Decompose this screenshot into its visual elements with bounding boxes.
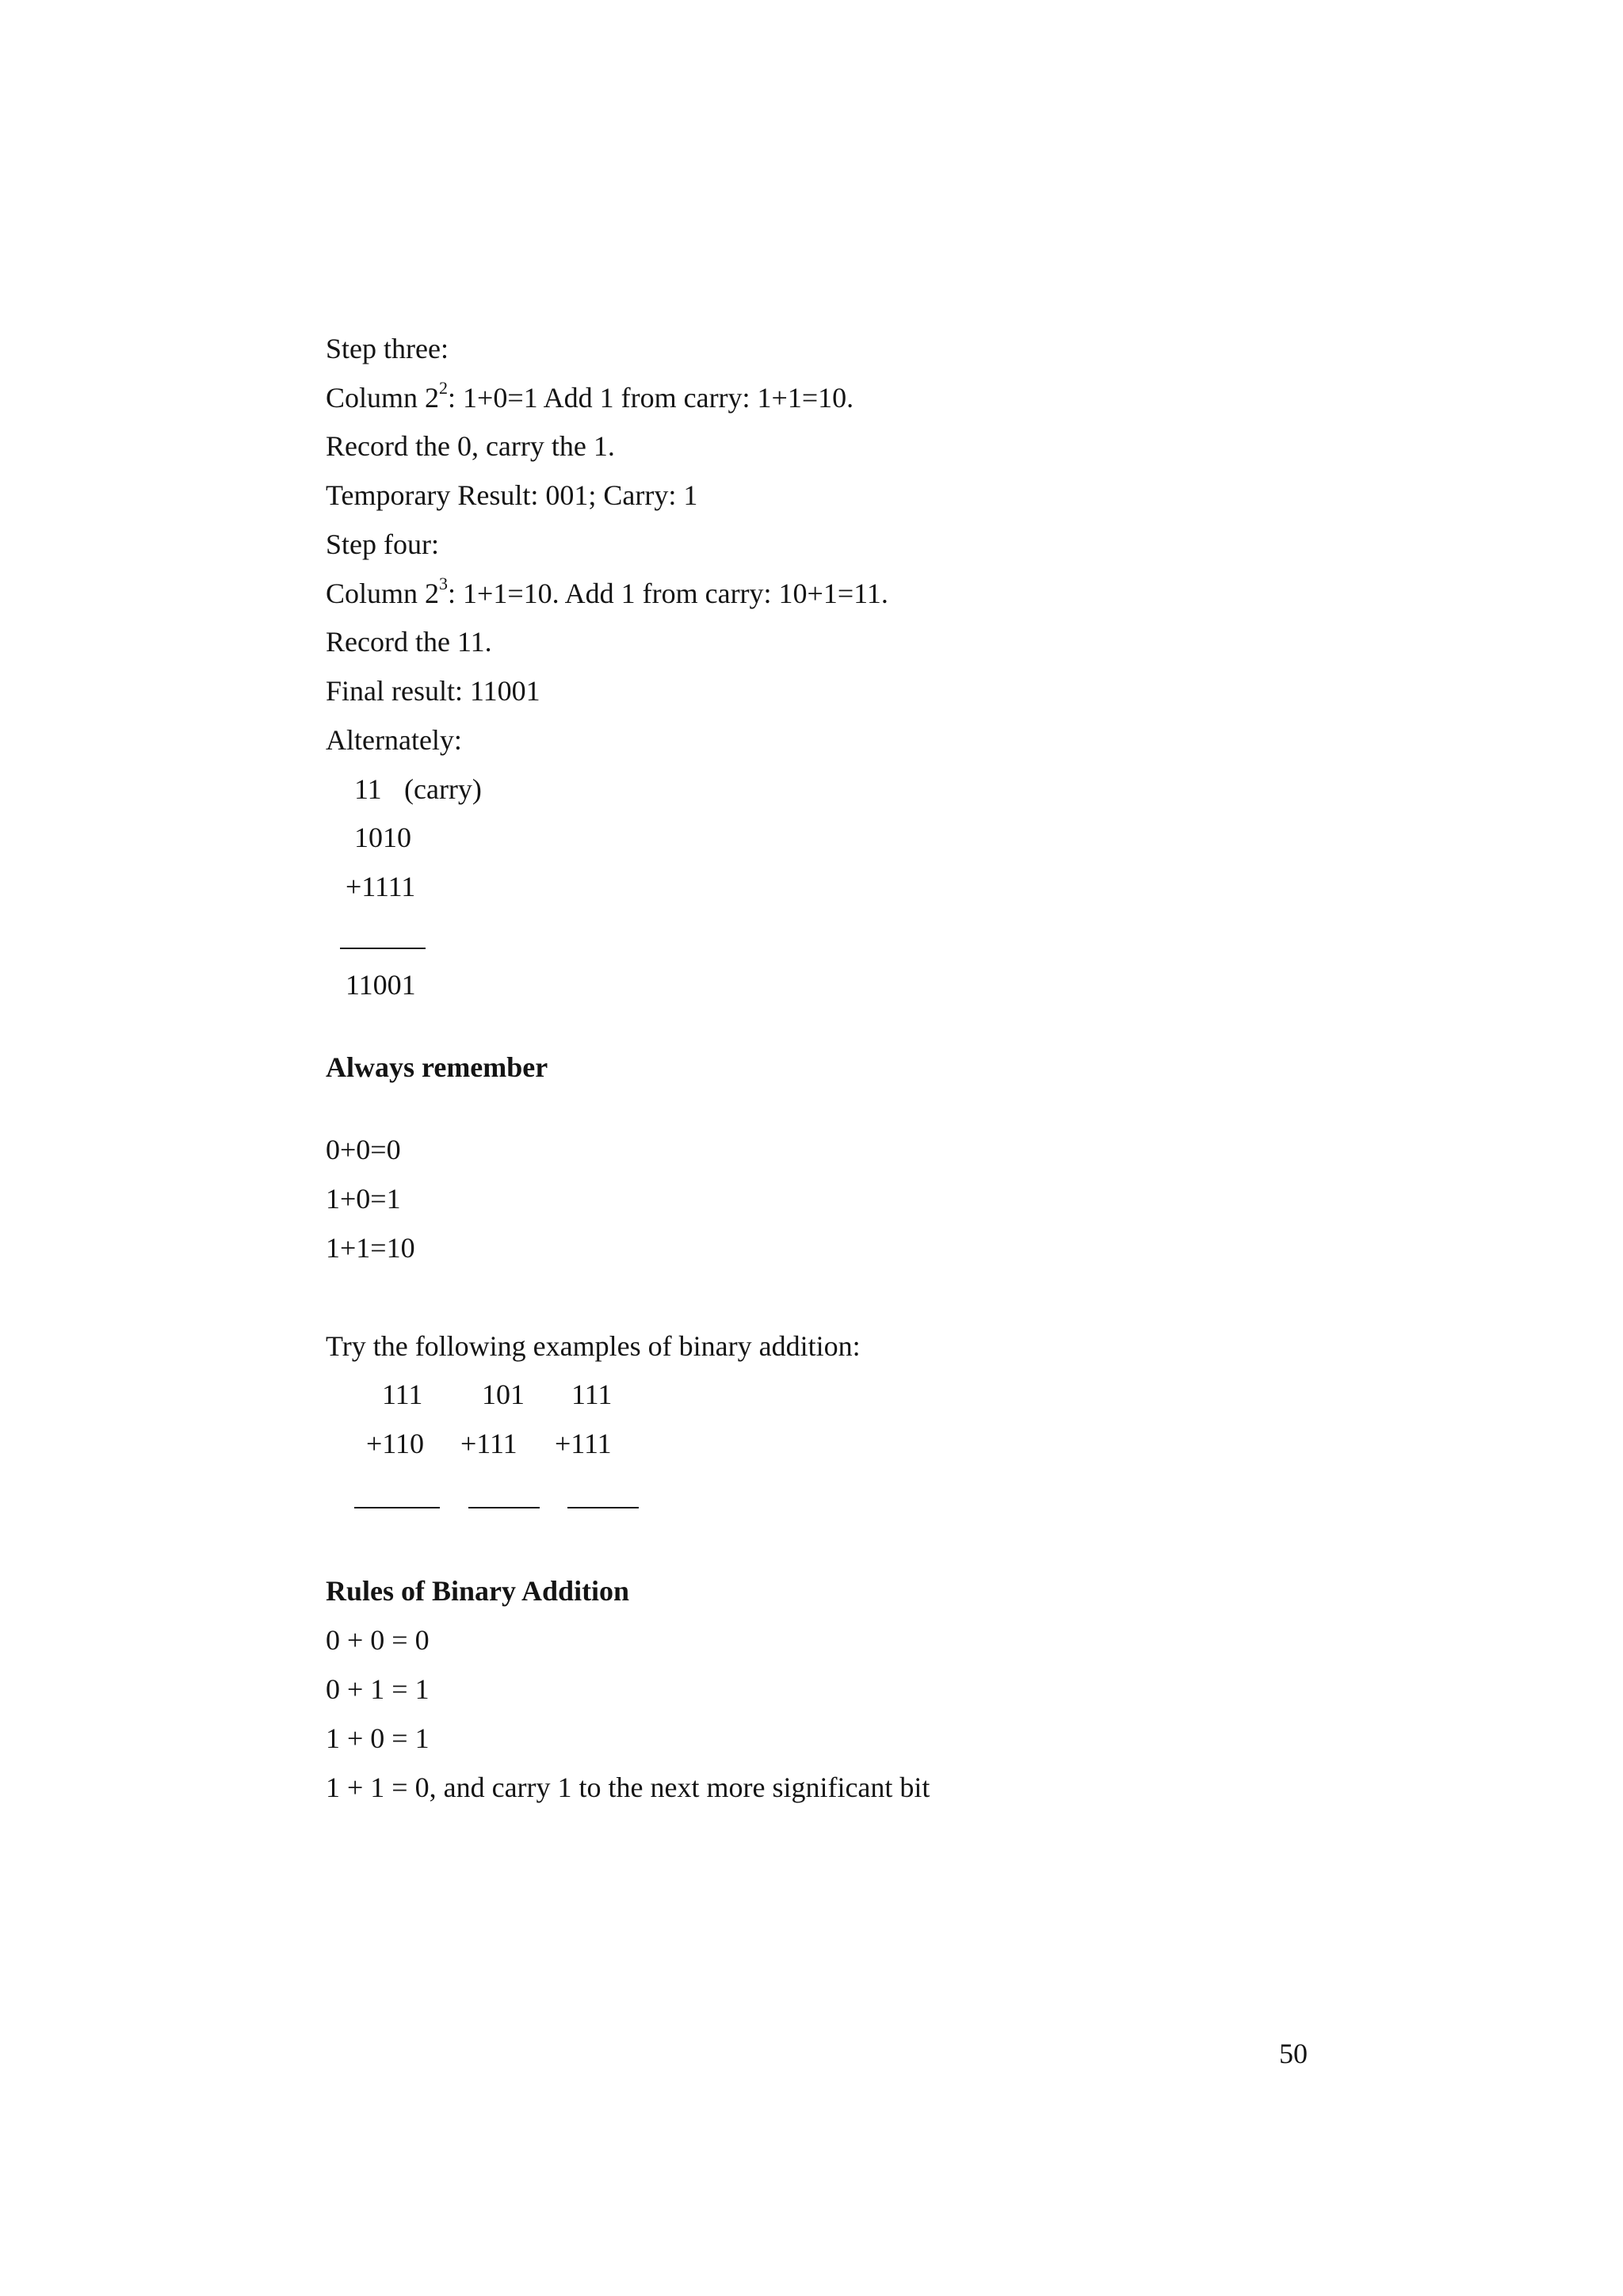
exercises-intro: Try the following examples of binary addition:: [326, 1330, 861, 1362]
column-text: Column 2: [326, 578, 440, 609]
rule-item: 1 + 0 = 1: [326, 1722, 430, 1754]
column-rest: : 1+1=10. Add 1 from carry: 10+1=11.: [448, 578, 888, 609]
sum-rule: [340, 948, 426, 949]
problem-bottom: +111: [460, 1428, 517, 1459]
remember-item: 1+0=1: [326, 1183, 401, 1215]
rule-item: 0 + 1 = 1: [326, 1673, 430, 1705]
problem-bottom: +111: [555, 1428, 612, 1459]
column-text: Column 2: [326, 382, 440, 414]
rule-item: 0 + 0 = 0: [326, 1624, 430, 1656]
remember-item: 1+1=10: [326, 1232, 415, 1264]
alternately-label: Alternately:: [326, 724, 462, 756]
column-2-squared-line: [326, 380, 854, 415]
rule-item: 1 + 1 = 0, and carry 1 to the next more significant bit: [326, 1772, 930, 1803]
temporary-result-line: Temporary Result: 001; Carry: 1: [326, 479, 698, 511]
operand-two: +1111: [346, 871, 416, 902]
problem-rule: [354, 1507, 440, 1508]
remember-item: 0+0=0: [326, 1134, 401, 1165]
carry-note: (carry): [404, 773, 482, 805]
column-2-cubed-line: [326, 576, 888, 611]
sum-result: 11001: [346, 969, 416, 1001]
problem-rule: [468, 1507, 540, 1508]
page-number: 50: [1279, 2038, 1308, 2069]
step-three-label: Step three:: [326, 333, 449, 364]
problem-top: 101: [482, 1379, 525, 1410]
carry-digits: 11: [354, 773, 382, 805]
problem-top: 111: [382, 1379, 423, 1410]
always-remember-heading: Always remember: [326, 1051, 548, 1083]
final-result-line: Final result: 11001: [326, 675, 540, 707]
step-four-label: Step four:: [326, 528, 439, 560]
problem-top: 111: [571, 1379, 613, 1410]
record-zero-line: Record the 0, carry the 1.: [326, 430, 615, 462]
record-eleven-line: Record the 11.: [326, 626, 492, 658]
problem-rule: [567, 1507, 639, 1508]
column-rest: : 1+0=1 Add 1 from carry: 1+1=10.: [448, 382, 854, 414]
exponent: 3: [439, 574, 449, 593]
problem-bottom: +110: [366, 1428, 424, 1459]
exponent: 2: [439, 378, 449, 398]
rules-heading: Rules of Binary Addition: [326, 1575, 630, 1607]
operand-one: 1010: [354, 822, 411, 853]
